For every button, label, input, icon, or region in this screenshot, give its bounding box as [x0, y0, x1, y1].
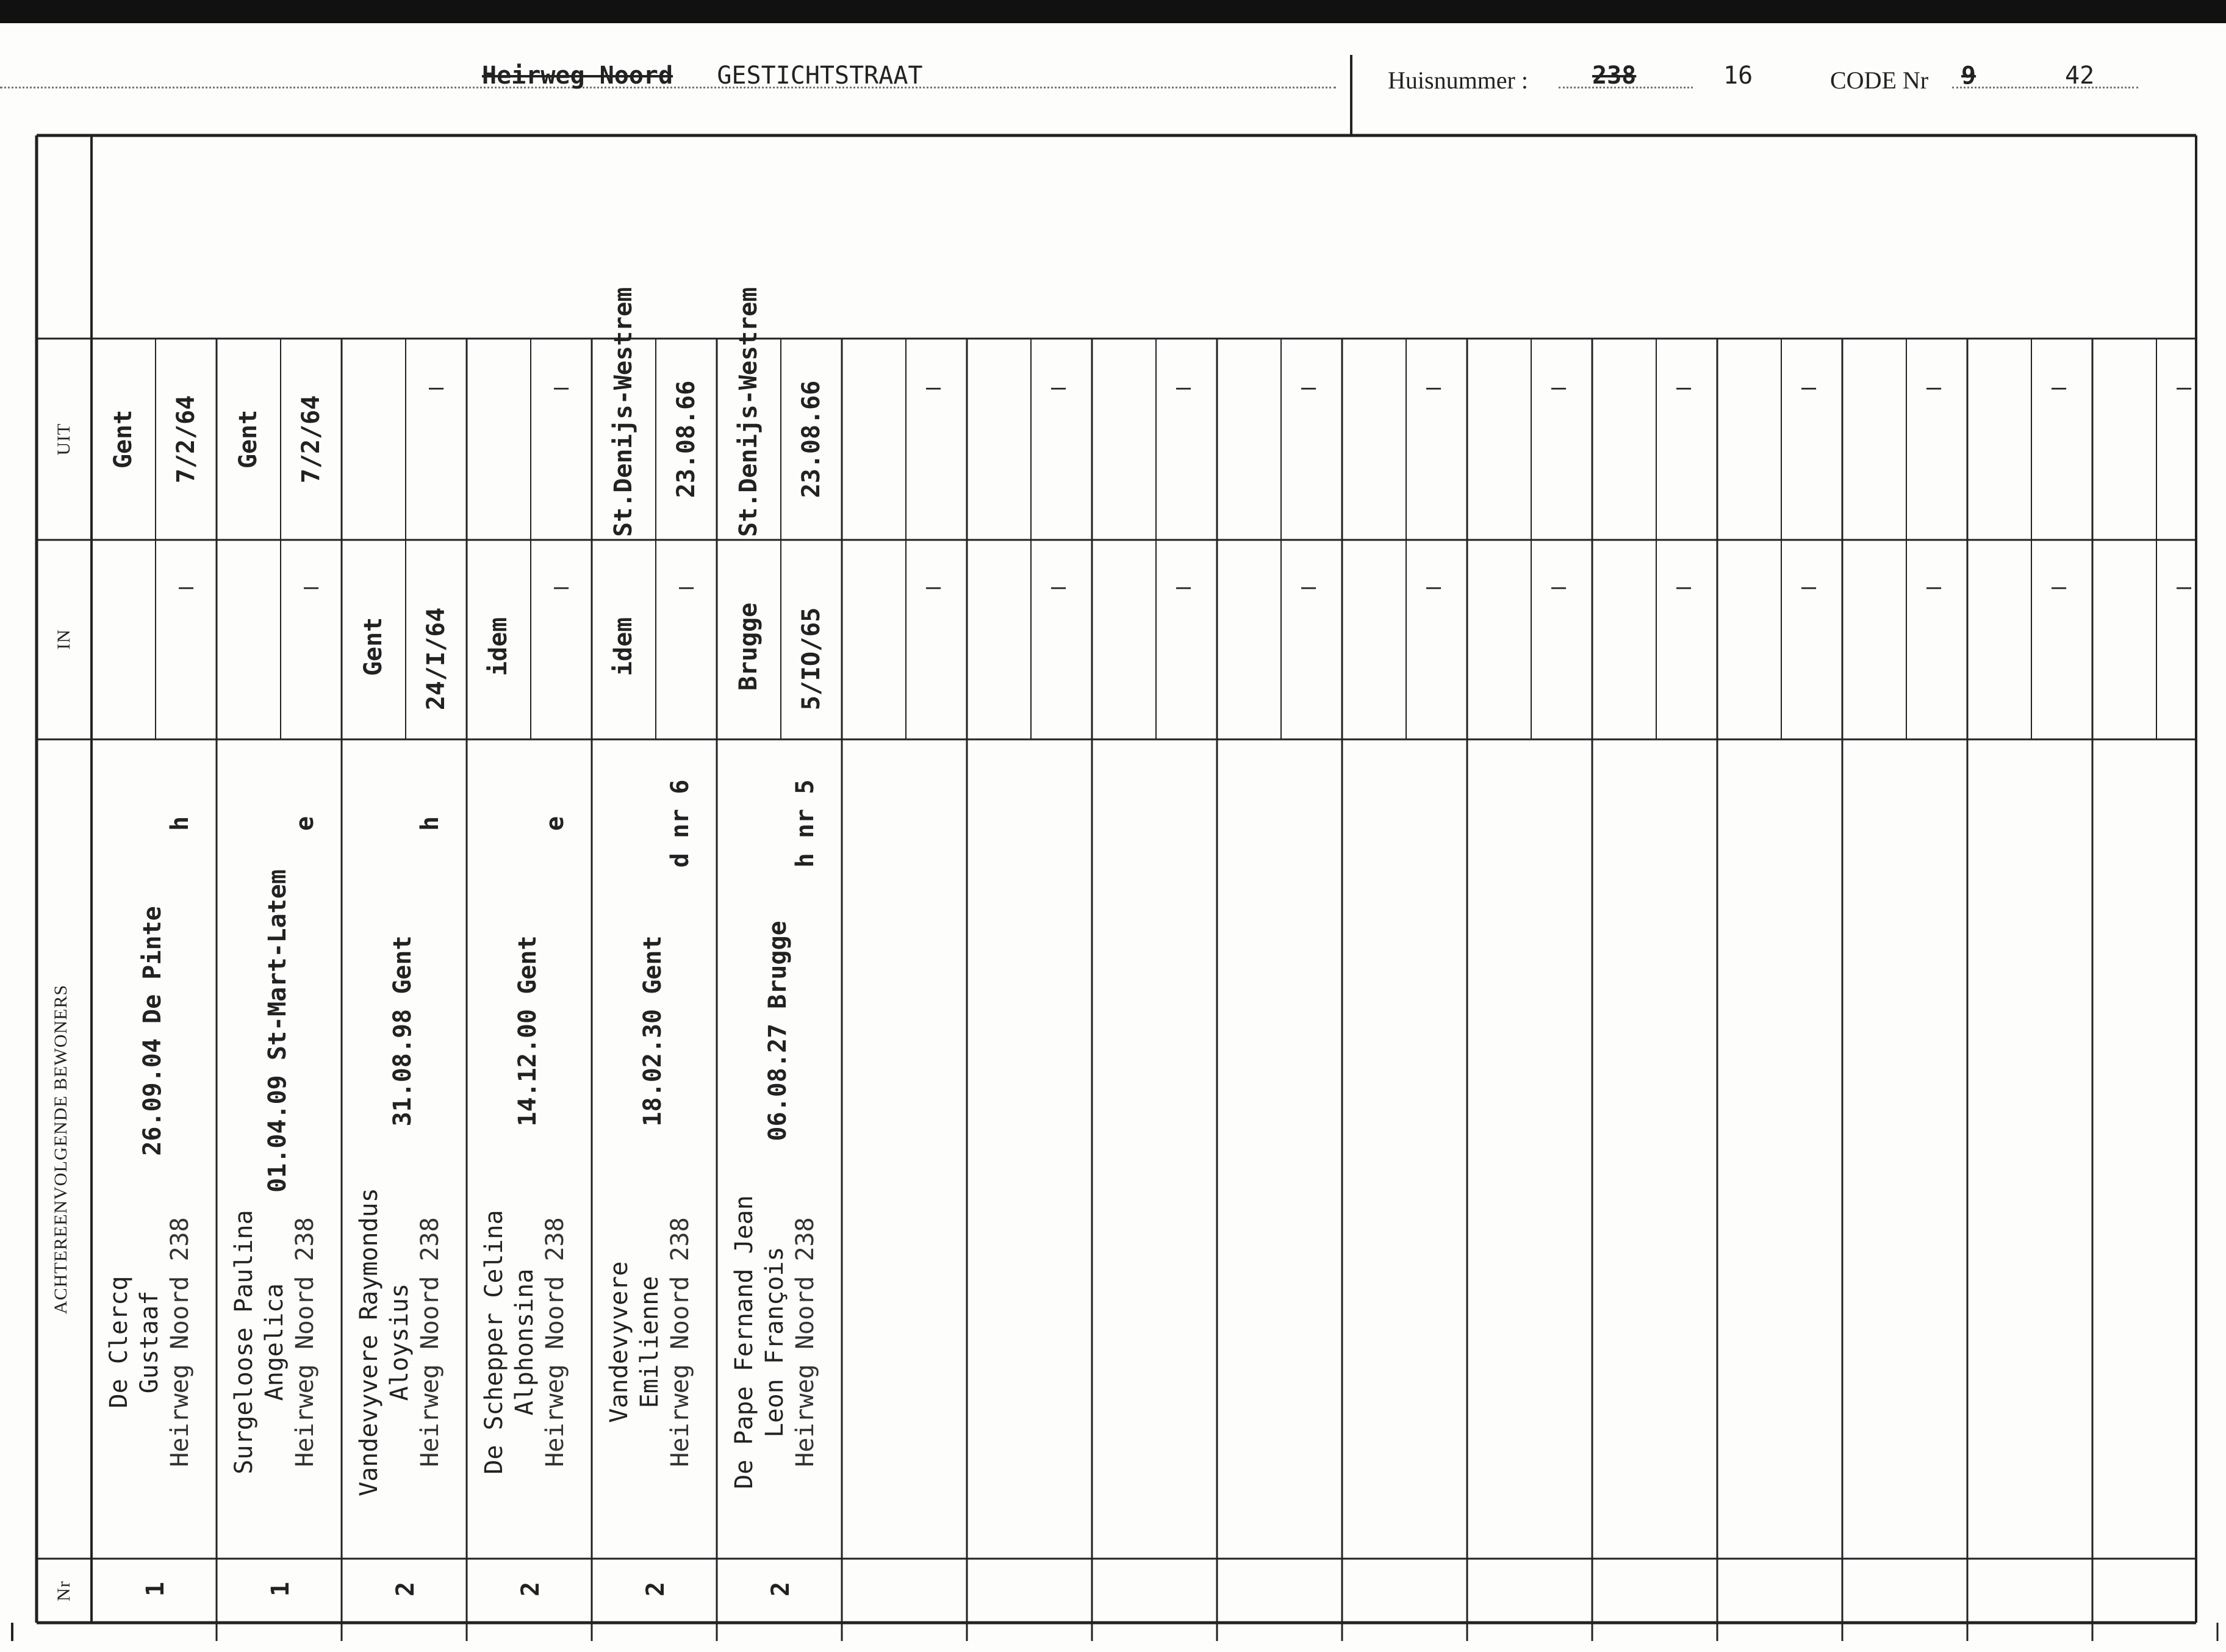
resident-mark: h [416, 816, 444, 831]
resident-mark: e [541, 816, 569, 831]
in-place: Brugge [734, 602, 763, 691]
resident-address: Heirweg Noord 238 [291, 1217, 319, 1467]
uit-date: 7/2/64 [172, 395, 200, 484]
code-old: 9 [1961, 62, 1976, 90]
resident-nr: 1 [267, 1581, 295, 1597]
resident-name: Surgeloose Paulina [230, 1210, 258, 1474]
in-date: 5/IO/65 [797, 607, 825, 711]
uit-place: Gent [109, 409, 137, 469]
in-dash: — [1926, 573, 1942, 601]
resident-birth: 18.02.30 Gent [639, 935, 667, 1127]
resident-name: De Clercq [105, 1276, 133, 1409]
in-dash: — [678, 573, 694, 601]
uit-dash: — [1176, 373, 1191, 401]
resident-name: Vandevyvere Raymondus [355, 1188, 383, 1496]
resident-nr: 1 [142, 1581, 170, 1597]
col-label-nr: Nr [54, 1581, 74, 1601]
street-new: GESTICHTSTRAAT [717, 62, 923, 90]
resident-birth: 06.08.27 Brugge [764, 921, 792, 1141]
in-dash: — [1801, 573, 1817, 601]
uit-dash: — [2176, 373, 2192, 401]
resident-birth: 26.09.04 De Pinte [138, 906, 167, 1156]
in-place: Gent [359, 617, 387, 677]
uit-date: 23.08.66 [797, 380, 825, 498]
in-dash: — [2051, 573, 2067, 601]
in-dash: — [553, 573, 569, 601]
resident-mark: e [291, 816, 319, 831]
resident-address: Heirweg Noord 238 [791, 1217, 819, 1467]
in-place: idem [609, 617, 637, 677]
resident-name: De Schepper Celina [480, 1210, 508, 1474]
in-dash: — [1050, 573, 1066, 601]
uit-date: 23.08.66 [672, 380, 700, 498]
uit-place: St.Denijs-Westrem [734, 287, 763, 537]
col-label-bewoners: ACHTEREENVOLGENDE BEWONERS [51, 984, 71, 1315]
huisnummer-new: 16 [1723, 62, 1753, 90]
in-place: idem [484, 617, 512, 677]
resident-name-continued: Alphonsina [511, 1268, 539, 1416]
column-lines [156, 287, 2217, 1641]
code-label: CODE Nr [1830, 66, 1929, 94]
code-new: 42 [2065, 62, 2095, 90]
uit-dash: — [428, 373, 444, 401]
resident-nr: 2 [642, 1581, 670, 1597]
resident-name-continued: Angelica [260, 1283, 289, 1401]
resident-mark: d nr 6 [666, 779, 694, 868]
col-label-in: IN [54, 629, 74, 650]
resident-nr: 2 [767, 1581, 795, 1597]
in-dash: — [1301, 573, 1316, 601]
uit-dash: — [1801, 373, 1817, 401]
uit-dash: — [1676, 373, 1692, 401]
resident-address: Heirweg Noord 238 [166, 1217, 194, 1467]
uit-dash: — [1926, 373, 1942, 401]
in-date: 24/I/64 [422, 607, 450, 711]
in-dash: — [1551, 573, 1567, 601]
resident-address: Heirweg Noord 238 [416, 1217, 444, 1467]
resident-name-continued: Emilienne [636, 1276, 664, 1409]
resident-address: Heirweg Noord 238 [666, 1217, 694, 1467]
resident-birth: 01.04.09 St-Mart-Latem [264, 869, 292, 1193]
in-dash: — [1426, 573, 1442, 601]
in-dash: — [925, 573, 941, 601]
uit-dash: — [1301, 373, 1316, 401]
resident-name: Vandevyvere [605, 1261, 633, 1423]
uit-dash: — [1050, 373, 1066, 401]
uit-dash: — [2051, 373, 2067, 401]
resident-name: De Pape Fernand Jean [730, 1195, 758, 1489]
resident-mark: h nr 5 [791, 779, 819, 868]
uit-date: 7/2/64 [297, 395, 325, 484]
uit-dash: — [553, 373, 569, 401]
in-dash: — [2176, 573, 2192, 601]
in-dash: — [303, 573, 319, 601]
resident-birth: 14.12.00 Gent [514, 935, 542, 1127]
uit-dash: — [925, 373, 941, 401]
resident-nr: 2 [517, 1581, 545, 1597]
in-dash: — [178, 573, 194, 601]
uit-place: St.Denijs-Westrem [609, 287, 637, 537]
in-dash: — [1676, 573, 1692, 601]
resident-mark: h [166, 816, 194, 831]
uit-dash: — [1426, 373, 1442, 401]
resident-address: Heirweg Noord 238 [541, 1217, 569, 1467]
in-dash: — [1176, 573, 1191, 601]
resident-name-continued: Aloysius [386, 1283, 414, 1401]
street-old: Heirweg Noord [482, 62, 673, 90]
resident-name-continued: Gustaaf [135, 1290, 163, 1394]
uit-place: Gent [234, 409, 262, 469]
huisnummer-label: Huisnummer : [1388, 66, 1528, 94]
resident-name-continued: Leon François [761, 1246, 789, 1438]
col-label-uit: UIT [54, 423, 74, 456]
resident-nr: 2 [392, 1581, 420, 1597]
uit-dash: — [1551, 373, 1567, 401]
resident-birth: 31.08.98 Gent [389, 935, 417, 1127]
huisnummer-old: 238 [1592, 62, 1637, 90]
